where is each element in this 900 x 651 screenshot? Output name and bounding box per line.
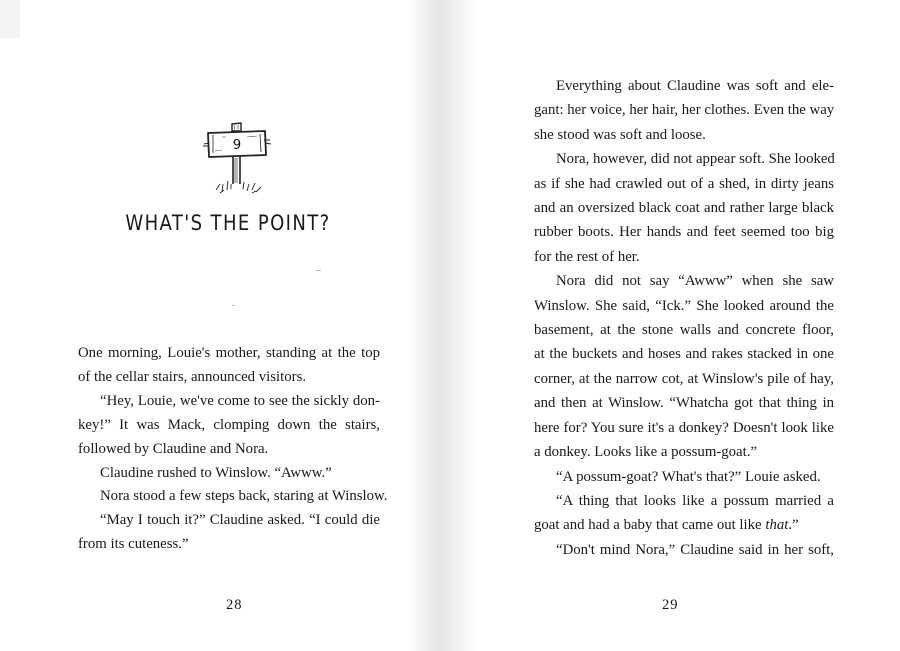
text-line: Winslow. She said, “Ick.” She looked around the: [534, 297, 834, 314]
text-line: “A thing that looks like a possum married a: [556, 492, 834, 509]
paragraph: [534, 269, 834, 464]
text-line: Nora, however, did not appear soft. She looked: [556, 151, 835, 168]
chapter-number: 9: [232, 138, 242, 153]
page-number-left: 28: [226, 597, 243, 613]
text-line: she stood was soft and loose.: [534, 126, 706, 143]
paragraph: [78, 462, 380, 486]
paragraph: [534, 489, 834, 538]
text-line: basement, at the stone walls and concrete floor,: [534, 322, 834, 339]
paragraph: [78, 509, 380, 557]
paragraph: [534, 465, 834, 489]
text-line: Everything about Claudine was soft and ele-: [556, 78, 834, 94]
text-line: of the cellar stairs, announced visitors.: [78, 368, 307, 385]
text-line: corner, at the narrow cot, at Winslow's pile of hay,: [534, 370, 834, 387]
text-line: Nora stood a few steps back, staring at Winslow.: [100, 488, 388, 505]
text-line: and an oversized black coat and rather large black: [534, 200, 834, 217]
paragraph: [534, 538, 834, 562]
paragraph: [78, 485, 388, 509]
print-speck: [232, 305, 235, 306]
chapter-signpost-icon: [200, 118, 274, 200]
text-line: [534, 513, 834, 537]
text-line: gant: her voice, her hair, her clothes. Even the way: [534, 102, 835, 119]
text-line: “A possum-goat? What's that?” Louie asked.: [556, 468, 821, 485]
text-line: from its cuteness.”: [78, 536, 189, 553]
text-line: key!” It was Mack, clomping down the stairs,: [78, 416, 380, 433]
emphasis-word: that: [765, 517, 789, 534]
text-run: .”: [788, 517, 799, 534]
text-line: for the rest of her.: [534, 248, 640, 265]
text-line: a donkey. Looks like a possum-goat.”: [534, 444, 758, 461]
text-line: Claudine rushed to Winslow. “Awww.”: [100, 464, 332, 481]
book-gutter: [408, 0, 478, 651]
text-line: One morning, Louie's mother, standing at the top: [78, 345, 380, 361]
paragraph: [534, 74, 834, 147]
paragraph: [78, 342, 380, 390]
text-line: rubber boots. Her hands and feet seemed too big: [534, 224, 834, 241]
corner-mark: [0, 0, 20, 38]
text-line: “May I touch it?” Claudine asked. “I could die: [100, 512, 380, 529]
text-line: and then at Winslow. “Whatcha got that thing in: [534, 395, 834, 412]
text-line: Nora did not say “Awww” when she saw: [556, 273, 834, 290]
text-run: goat and had a baby that came out like: [534, 517, 762, 534]
text-line: followed by Claudine and Nora.: [78, 440, 269, 457]
page-number-right: 29: [662, 597, 679, 613]
right-page-text: [534, 74, 834, 562]
text-line: at the buckets and hoses and rakes stacked in one: [534, 346, 834, 363]
text-line: “Don't mind Nora,” Claudine said in her soft,: [556, 541, 834, 558]
text-line: here for? You sure it's a donkey? Doesn't look like: [534, 419, 834, 436]
text-line: “Hey, Louie, we've come to see the sickly don-: [100, 392, 380, 409]
chapter-title: WHAT'S THE POINT?: [125, 211, 331, 235]
text-line: as if she had crawled out of a shed, in dirty jeans: [534, 175, 834, 192]
left-page-text: [78, 342, 388, 557]
paragraph: [534, 147, 834, 269]
paragraph: [78, 390, 380, 462]
print-speck: [316, 270, 321, 271]
